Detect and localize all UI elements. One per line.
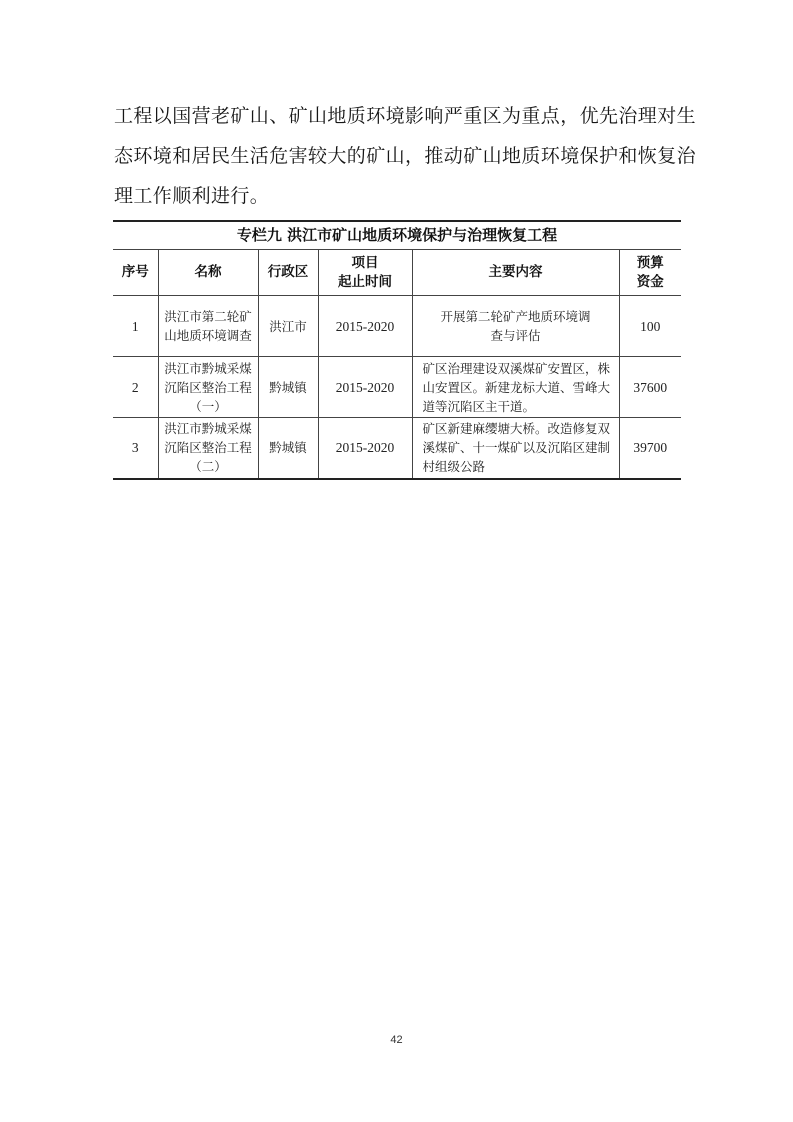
header-period bbox=[318, 250, 412, 296]
cell-content: 矿区新建麻缨塘大桥。改造修复双溪煤矿、十一煤矿以及沉陷区建制村组级公路 bbox=[412, 418, 619, 479]
cell-index: 3 bbox=[113, 418, 158, 479]
table-header-row bbox=[113, 250, 681, 296]
header-budget-line2: 资金 bbox=[636, 273, 664, 290]
paragraph-line-3: 理工作顺利进行。 bbox=[114, 185, 270, 207]
table-row bbox=[113, 418, 681, 479]
cell-period: 2015-2020 bbox=[318, 357, 412, 418]
table-row bbox=[113, 296, 681, 357]
cell-index: 2 bbox=[113, 357, 158, 418]
cell-name: 洪江市第二轮矿山地质环境调查 bbox=[158, 296, 258, 357]
project-table-block bbox=[113, 220, 681, 480]
cell-name: 洪江市黔城采煤沉陷区整治工程（一） bbox=[158, 357, 258, 418]
cell-district: 黔城镇 bbox=[258, 357, 318, 418]
cell-district: 黔城镇 bbox=[258, 418, 318, 479]
table-row bbox=[113, 357, 681, 418]
header-period-line1: 项目 bbox=[351, 254, 379, 271]
header-district: 行政区 bbox=[258, 250, 318, 296]
header-budget bbox=[619, 250, 681, 296]
header-name: 名称 bbox=[158, 250, 258, 296]
cell-content: 矿区治理建设双溪煤矿安置区，株山安置区。新建龙标大道、雪峰大道等沉陷区主干道。 bbox=[412, 357, 619, 418]
table-caption: 专栏九 洪江市矿山地质环境保护与治理恢复工程 bbox=[113, 220, 681, 249]
cell-budget: 100 bbox=[619, 296, 681, 357]
cell-content: 开展第二轮矿产地质环境调查与评估 bbox=[412, 296, 619, 357]
cell-district: 洪江市 bbox=[258, 296, 318, 357]
header-period-line2: 起止时间 bbox=[338, 273, 392, 290]
cell-name: 洪江市黔城采煤沉陷区整治工程（二） bbox=[158, 418, 258, 479]
header-index: 序号 bbox=[113, 250, 158, 296]
page-number: 42 bbox=[390, 1034, 403, 1046]
cell-period: 2015-2020 bbox=[318, 418, 412, 479]
project-table bbox=[113, 249, 681, 480]
cell-budget: 37600 bbox=[619, 357, 681, 418]
body-paragraph bbox=[114, 96, 697, 216]
header-content: 主要内容 bbox=[412, 250, 619, 296]
paragraph-line-2: 态环境和居民生活危害较大的矿山，推动矿山地质环境保护和恢复治 bbox=[114, 145, 697, 167]
paragraph-line-1: 工程以国营老矿山、矿山地质环境影响严重区为重点，优先治理对生 bbox=[114, 105, 697, 127]
cell-index: 1 bbox=[113, 296, 158, 357]
cell-budget: 39700 bbox=[619, 418, 681, 479]
cell-period: 2015-2020 bbox=[318, 296, 412, 357]
header-budget-line1: 预算 bbox=[636, 254, 664, 271]
